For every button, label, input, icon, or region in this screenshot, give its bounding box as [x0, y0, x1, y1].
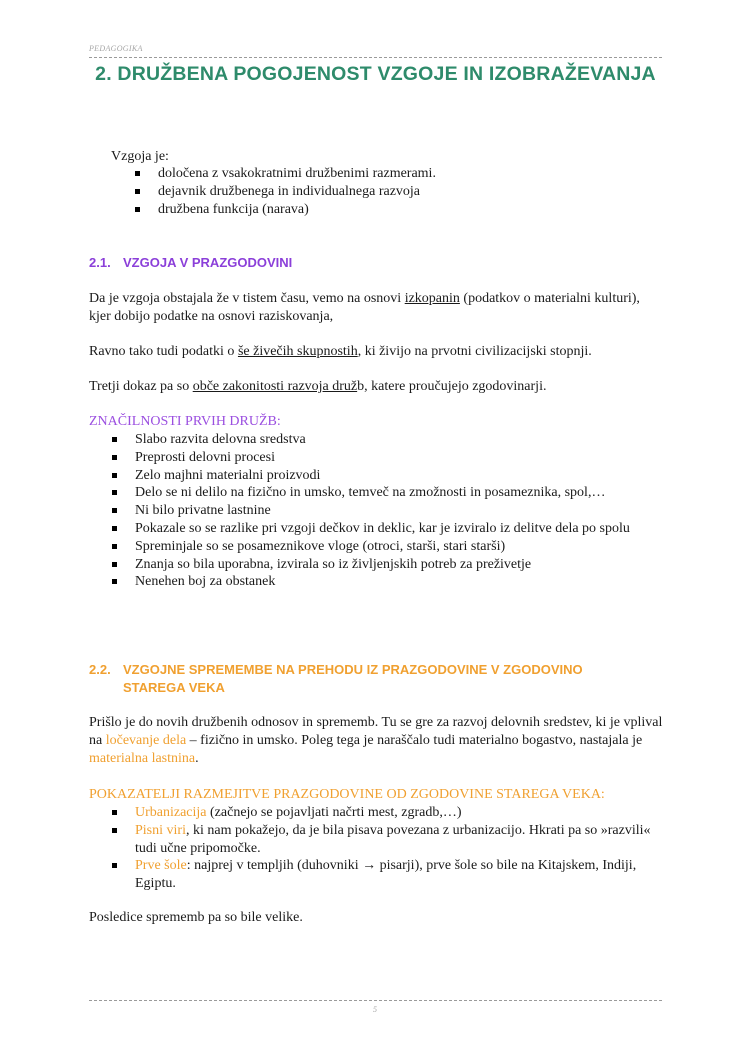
section-number: 2.2. [89, 662, 111, 677]
section-title-line-2: STAREGA VEKA [123, 680, 225, 695]
list-item: Spreminjale so se posameznikove vloge (otroci, starši, stari starši) [112, 538, 667, 556]
paragraph-conclusion: Posledice sprememb pa so bile velike. [89, 910, 303, 925]
list-item: Pisni viri, ki nam pokažejo, da je bila pisava povezana z urbanizacijo. Hkrati pa so »razvili« tudi učne pripomočke. [112, 822, 667, 858]
footer-divider [89, 1000, 662, 1001]
section-title: VZGOJA V PRAZGODOVINI [123, 255, 293, 270]
section-title-line-1: VZGOJNE SPREMEMBE NA PREHODU IZ PRAZGODOVINE V ZGODOVINO [123, 662, 583, 677]
list-item: določena z vsakokratnimi družbenimi razmerami. [135, 165, 436, 183]
list-item: družbena funkcija (narava) [135, 201, 436, 219]
square-bullet-icon [112, 579, 117, 584]
list-item: Prve šole: najprej v templjih (duhovniki → pisarji), prve šole so bile na Kitajskem, Indiji, Egiptu. [112, 857, 667, 893]
running-header: PEDAGOGIKA [89, 44, 143, 53]
highlighted-term: materialna lastnina [89, 751, 196, 766]
characteristics-list [112, 431, 667, 591]
intro-list [135, 165, 436, 218]
square-bullet-icon [112, 490, 117, 495]
section-heading-2-2 [89, 661, 629, 697]
paragraph-living-communities: Ravno tako tudi podatki o še živečih skupnostih, ki živijo na prvotni civilizacijski stopnji. [89, 344, 592, 359]
paragraph-general-laws: Tretji dokaz pa so obče zakonitosti razvoja družb, katere proučujejo zgodovinarji. [89, 379, 547, 394]
list-item: dejavnik družbenega in individualnega razvoja [135, 183, 436, 201]
section-number: 2.1. [89, 255, 111, 270]
paragraph-excavations: Da je vzgoja obstajala že v tistem času, vemo na osnovi izkopanin (podatkov o materialni kulturi), kjer dobijo podatke na osnovi raziskovanja, [89, 291, 640, 324]
square-bullet-icon [112, 863, 117, 868]
square-bullet-icon [135, 171, 140, 176]
square-bullet-icon [112, 544, 117, 549]
list-item: Preprosti delovni procesi [112, 449, 667, 467]
square-bullet-icon [112, 508, 117, 513]
subheading-indicators: POKAZATELJI RAZMEJITVE PRAZGODOVINE OD ZGODOVINE STAREGA VEKA: [89, 787, 605, 802]
header-divider [89, 57, 662, 58]
square-bullet-icon [112, 810, 117, 815]
list-item: Zelo majhni materialni proizvodi [112, 467, 667, 485]
list-item: Urbanizacija (začnejo se pojavljati načrti mest, zgradb,…) [112, 804, 667, 822]
intro-label: Vzgoja je: [111, 149, 169, 164]
underlined-term: obče zakonitosti razvoja druž [192, 379, 358, 394]
page-number: 5 [373, 1005, 377, 1014]
highlighted-term: Prve šole [135, 858, 187, 874]
square-bullet-icon [112, 828, 117, 833]
subheading-characteristics: ZNAČILNOSTI PRVIH DRUŽB: [89, 414, 281, 429]
list-item: Ni bilo privatne lastnine [112, 502, 667, 520]
list-item: Znanja so bila uporabna, izvirala so iz življenjskih potreb za preživetje [112, 556, 667, 574]
square-bullet-icon [112, 437, 117, 442]
list-item: Nenehen boj za obstanek [112, 573, 667, 591]
chapter-title: 2. DRUŽBENA POGOJENOST VZGOJE IN IZOBRAŽEVANJA [95, 63, 656, 85]
square-bullet-icon [112, 562, 117, 567]
square-bullet-icon [135, 207, 140, 212]
indicators-list [112, 804, 667, 893]
square-bullet-icon [112, 473, 117, 478]
list-item: Pokazale so se razlike pri vzgoji dečkov in deklic, kar je izviralo iz delitve dela po spolu [112, 520, 667, 538]
underlined-term: še živečih skupnostih [237, 344, 358, 359]
highlighted-term: ločevanje dela [105, 733, 187, 748]
square-bullet-icon [112, 526, 117, 531]
list-item: Delo se ni delilo na fizično in umsko, temveč na zmožnosti in posameznika, spol,… [112, 484, 667, 502]
highlighted-term: Pisni viri [135, 822, 186, 838]
paragraph-new-relations: Prišlo je do novih družbenih odnosov in sprememb. Tu se gre za razvoj delovnih sredstev, ki je vplival na ločevanje dela – fizično in umsko. Poleg tega je naraščalo tudi materialno bogastvo, nastajala je materialna lastnina. [89, 715, 663, 766]
underlined-term: izkopanin [404, 291, 460, 306]
highlighted-term: Urbanizacija [135, 805, 207, 820]
square-bullet-icon [112, 455, 117, 460]
section-heading-2-1 [89, 254, 292, 272]
list-item: Slabo razvita delovna sredstva [112, 431, 667, 449]
square-bullet-icon [135, 189, 140, 194]
